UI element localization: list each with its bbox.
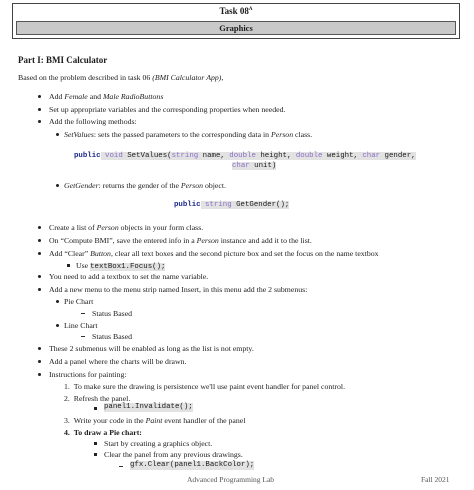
invalidate-code: panel1.Invalidate(); <box>104 403 193 411</box>
status-based-2: Status Based <box>92 332 133 341</box>
pie-chart-item: Pie Chart <box>64 297 94 306</box>
step-3: 3. Write your code in the Paint event handler of the panel <box>64 416 246 425</box>
task-header <box>12 3 460 39</box>
part-heading: Part I: BMI Calculator <box>18 55 108 65</box>
bullet <box>56 184 59 187</box>
bullet-square <box>94 453 97 456</box>
menu-item: Add a new menu to the menu strip named Insert, in this menu add the 2 submenus: <box>49 285 308 294</box>
dash <box>81 336 85 337</box>
instructions-item: Instructions for painting: <box>49 370 127 379</box>
start-item: Start by creating a graphics object. <box>104 439 213 448</box>
textbox-item: You need to add a textbox to set the name variable. <box>49 272 209 281</box>
bullet <box>38 288 41 291</box>
intro-text: Based on the problem described in task 06 (BMI Calculator App), <box>18 73 224 82</box>
bullet <box>38 108 41 111</box>
bullet <box>38 239 41 242</box>
footer-term: Fall 2021 <box>421 475 450 484</box>
bullet <box>56 300 59 303</box>
panel-item: Add a panel where the charts will be drawn. <box>49 357 187 366</box>
bullet <box>38 347 41 350</box>
bullet-square <box>94 442 97 445</box>
create-list-item: Create a list of Person objects in your form class. <box>49 223 204 232</box>
task-title: Task $08^A$ <box>219 6 253 16</box>
bullet <box>56 133 59 136</box>
bullet <box>38 226 41 229</box>
bullet <box>38 252 41 255</box>
step-2: 2. Refresh the panel. <box>64 394 131 403</box>
bullet-square <box>67 264 70 267</box>
clear-item: Add “Clear” Button, clear all text boxes and the second picture box and set the focus on the name textbox <box>49 249 379 258</box>
footer-course: Advanced Programming Lab <box>187 475 275 484</box>
use-focus-item: Use textBox1.Focus(); <box>76 261 166 271</box>
dash <box>119 466 123 467</box>
compute-item: On “Compute BMI”, save the entered info in a Person instance and add it to the list. <box>49 236 312 245</box>
bullet <box>38 120 41 123</box>
add-radio-item: Add Female and Male RadioButtons <box>49 92 164 101</box>
task-subtitle: Graphics <box>16 21 456 35</box>
bullet <box>38 360 41 363</box>
gfx-clear-code: gfx.Clear(panel1.BackColor); <box>130 461 255 469</box>
step-1: 1. To make sure the drawing is persistence we'll use paint event handler for panel control. <box>64 382 346 391</box>
bullet <box>56 324 59 327</box>
bullet <box>38 373 41 376</box>
status-based-1: Status Based <box>92 309 133 318</box>
setvalues-code-line1: public void SetValues(string name, double height, double weight, char gender, <box>74 152 416 160</box>
line-chart-item: Line Chart <box>64 321 98 330</box>
bullet <box>38 95 41 98</box>
getgender-item: GetGender: returns the gender of the Person object. <box>64 181 226 190</box>
bullet <box>38 275 41 278</box>
dash <box>81 313 85 314</box>
step-4: 4. To draw a Pie chart: <box>64 428 142 437</box>
setup-item: Set up appropriate variables and the corresponding properties when needed. <box>49 105 286 114</box>
submenus-item: These 2 submenus will be enabled as long as the list is not empty. <box>49 344 254 353</box>
setvalues-code-line2: char unit) <box>232 162 277 170</box>
methods-item: Add the following methods: <box>49 117 137 126</box>
setvalues-item: SetValues: sets the passed parameters to the corresponding data in Person class. <box>64 130 313 139</box>
getgender-code: public string GetGender(); <box>174 201 290 209</box>
bullet-square <box>94 407 97 410</box>
clear-panel-item: Clear the panel from any previous drawings. <box>104 450 243 459</box>
